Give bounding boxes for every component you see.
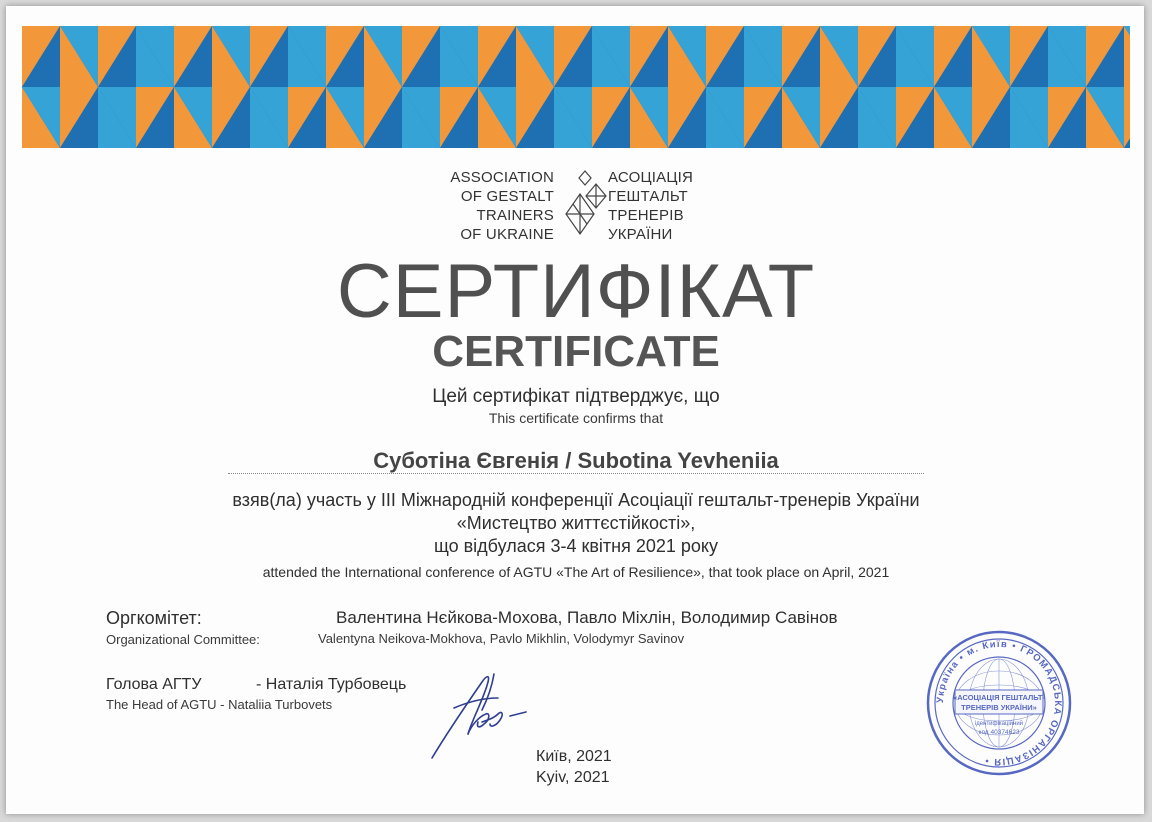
committee-names-en: Valentyna Neikova-Mokhova, Pavlo Mikhlin, Volodymyr Savinov xyxy=(318,631,685,646)
stamp-center-line-1: «АСОЦІАЦІЯ ГЕШТАЛЬТ- xyxy=(953,693,1045,702)
stamp-center-line-2: ТРЕНЕРІВ УКРАЇНИ» xyxy=(961,703,1037,712)
signature-image xyxy=(424,668,544,764)
stamp-code: код 40374623 xyxy=(978,729,1020,736)
logo-ua-line: УКРАЇНИ xyxy=(608,226,673,243)
place-date-ua: Київ, 2021 xyxy=(536,748,612,765)
recipient-name: Суботіна Євгенія / Subotina Yevheniia xyxy=(373,448,779,473)
banner-pattern xyxy=(22,26,1130,148)
association-logo xyxy=(0,168,1152,248)
logo-ua-line: АСОЦІАЦІЯ xyxy=(608,169,694,186)
body-line-en: attended the International conference of AGTU «The Art of Resilience», that took place on April, 2021 xyxy=(262,564,890,580)
stamp-code-label: ідентифікаційний xyxy=(974,721,1024,727)
committee-label-ua: Оргкомітет: xyxy=(106,608,202,628)
banner-triangle xyxy=(1124,87,1130,148)
logo-ua-line: ТРЕНЕРІВ xyxy=(608,207,684,224)
committee-names-ua: Валентина Нєйкова-Мохова, Павло Міхлін, Володимир Савінов xyxy=(336,608,838,627)
confirm-text-en: This certificate confirms that xyxy=(488,410,664,426)
logo-ua-line: ГЕШТАЛЬТ xyxy=(608,188,688,205)
head-name-ua: - Наталія Турбовець xyxy=(256,676,407,693)
logo-text-ua xyxy=(608,168,693,244)
committee-label-en: Organizational Committee: xyxy=(106,632,260,647)
logo-en-line: OF UKRAINE xyxy=(460,226,554,243)
confirm-text-ua: Цей сертифікат підтверджує, що xyxy=(432,386,720,407)
banner-triangle xyxy=(1124,26,1130,87)
geometric-banner xyxy=(22,26,1130,148)
official-stamp xyxy=(924,628,1074,778)
body-line-ua-3: що відбулася 3-4 квітня 2021 року xyxy=(434,536,718,556)
name-underline xyxy=(228,473,924,474)
body-line-ua-2: «Мистецтво життєстійкості», xyxy=(456,513,696,533)
head-text-en: The Head of AGTU - Nataliia Turbovets xyxy=(106,697,333,712)
certificate-title-ua: СЕРТИФІКАТ xyxy=(336,249,816,334)
logo-en-line: ASSOCIATION xyxy=(450,169,554,186)
logo-en-line: TRAINERS xyxy=(476,207,554,224)
logo-text-en xyxy=(450,168,554,244)
head-label-ua: Голова АГТУ xyxy=(106,676,202,693)
logo-en-line: OF GESTALT xyxy=(460,188,554,205)
place-date-en: Kyiv, 2021 xyxy=(536,769,610,786)
stamp-ring-text: Україна • м. Київ • ГРОМАДСЬКА ОРГАНІЗАЦІЯ • xyxy=(934,638,1064,768)
gestalt-diamond-logo-icon xyxy=(560,168,610,244)
body-line-ua-1: взяв(ла) участь у ІІІ Міжнародній конференції Асоціації гештальт-тренерів України xyxy=(232,490,920,510)
certificate-title-en: CERTIFICATE xyxy=(432,327,720,376)
